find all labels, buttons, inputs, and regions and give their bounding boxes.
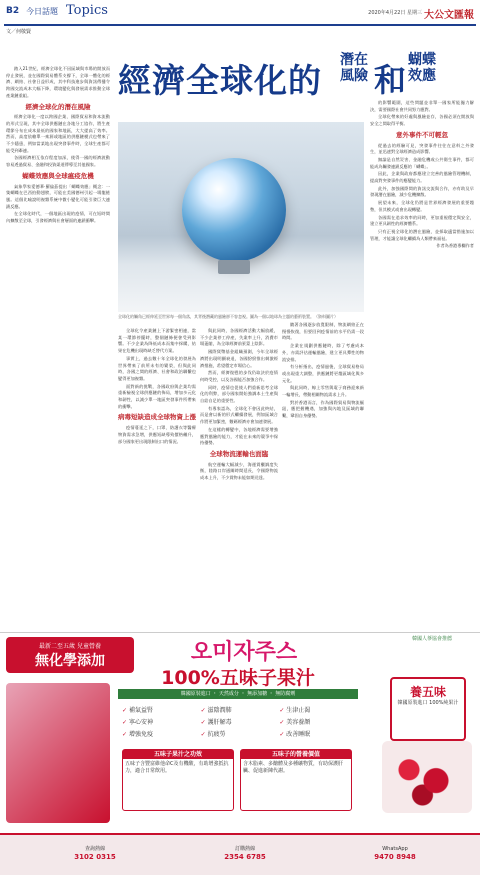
ad-info-box-2 (240, 749, 352, 811)
footer-label: 查詢熱線 (84, 846, 105, 852)
feature-row (122, 729, 352, 738)
feature-item: ✓ 美容養顏 (279, 717, 352, 726)
photo-caption: 全球化的觸角已經伸延至世界每一個角落，其背後潛藏的風險卻不容忽視。圖為一個以地球為主題的藝術裝置。（資料圖片） (118, 314, 338, 319)
paragraph: 面對新的挑戰，各國政府與企業均需重新檢視全球供應鏈的佈局，增加多元化和韌性，以減少單一地區突發事件所帶來的衝擊。 (118, 383, 196, 409)
ad-info-text: 五味子含豐富維他命C及有機酸，有助增強抵抗力，適合日常飲用。 (125, 761, 229, 774)
paragraph: 在這樣的轉變中，各地經濟需要增強應對風險的能力，才能在未來的競爭中保持優勢。 (200, 426, 278, 446)
ad-info-title: 五味子的營養價值 (241, 750, 351, 759)
article-column-4 (282, 122, 364, 628)
berries-image (382, 741, 472, 813)
headline-and: 和 (374, 61, 407, 99)
paragraph: 疫情蔓延之下，口罩、防護衣等醫療物資需求急增，供應短缺導致價格飆升，部分國家更出現限制出口的情況。 (118, 425, 196, 444)
feature-item: ✓ 抗疲勞 (201, 729, 274, 738)
article-column-5 (370, 100, 474, 628)
paragraph: 展望未來，全球化仍將是世界經濟發展的重要趨勢，但其模式或會出現轉變。 (370, 200, 474, 212)
ad-badge (6, 637, 134, 673)
advertisement (0, 632, 480, 874)
article-column-1 (6, 66, 110, 628)
paragraph: 氣象學家愛德華·羅倫茲提出「蝴蝶效應」概念：一隻蝴蝶在巴西拍動翅膀，可能在美國德州引起一場龍捲風。這個比喻說明複雜系統中微小變化可能引發巨大連鎖反應。 (6, 183, 110, 209)
paragraph: 從過去的經驗可見，突發事件往往在意料之外發生，並迅速對全球經濟造成影響。 (370, 142, 474, 155)
feature-row (122, 705, 352, 714)
ad-info-title: 五味子果汁之功效 (123, 750, 233, 759)
ad-tagline-bar: 韓國原裝進口 ・ 天然成分 ・ 無添加糖 ・ 無防腐劑 (118, 689, 358, 699)
ad-info-text: 含木脂素、多醣體及多種礦物質，有助保護肝臟、促進新陳代謝。 (243, 761, 344, 774)
masthead (4, 2, 476, 26)
footer-value: 3102 0315 (74, 853, 116, 861)
article-column-3 (200, 328, 278, 628)
globe-image (182, 158, 286, 262)
feature-item: ✓ 護肝解毒 (201, 717, 274, 726)
paragraph: 只有正視全球化的潛在風險，並採取適當措施加以管理，才能讓全球化繼續為人類帶來福祉。 (370, 228, 474, 241)
footer-label: WhatsApp (382, 846, 408, 852)
ad-brand: 오미자주스 (190, 639, 298, 665)
paragraph: 隨著各國逐步放寬限制，物流網絡正在慢慢恢復，但要回到疫情前的水平仍需一段時間。 (282, 322, 364, 341)
paragraph: 有分析指出，疫情過後，全球貿易格局或出現重大調整，供應鏈將更趨區域化與多元化。 (282, 364, 364, 383)
paragraph: 與此同時，各國經濟活動大幅放緩，不少企業停工停產，失業率上升，消費市場萎縮，為全球經濟前景蒙上陰影。 (200, 328, 278, 347)
section-name: 今日話題 (26, 7, 58, 16)
feature-item: ✓ 滋陰潤肺 (201, 705, 274, 714)
ad-headline: 100%五味子果汁 (161, 667, 315, 689)
subheading: 經濟全球化的潛在風險 (25, 102, 91, 111)
feature-item: ✓ 增強免疫 (122, 729, 195, 738)
paragraph: 踏入21世紀，經濟全球化不因區域與市場的開放而停止發展，並在國際貿易體系支撐下，全球一體化的經濟、網絡、社會日益形成，其中科技進步與資訊傳播令跨國交流成本大幅下降，環境變化與發展需求推動全球產業鏈重組。 (6, 66, 110, 98)
footer-label: 訂購熱線 (234, 846, 255, 852)
paragraph: 對於香港而言，作為國際貿易與物流樞紐，應把握機遇，加強與內地及區域的聯繫，鞏固自身優勢。 (282, 399, 364, 419)
paragraph: 無論是自然災害、金融危機或公共衞生事件，都可能成為觸發連鎖反應的「蝴蝶」。 (370, 156, 474, 169)
paragraph: 事實上，過去數十年全球化的發展為世界帶來了前所未有的繁榮，但與此同時，各國之間的經濟、社會和政治聯繫也變得更加複雜。 (118, 355, 196, 381)
product-bags-image (6, 683, 110, 823)
ad-feature-list (122, 705, 352, 741)
subheading: 意外事件不可輕忽 (396, 130, 448, 139)
paragraph: 此外，加強國際間的資訊交流與合作，亦有助及早發現潛在風險，減少危機擴散。 (370, 185, 474, 198)
pedestal-shape (218, 260, 250, 274)
headline-main: 經濟全球化的 (118, 61, 322, 100)
ad-product-name: 養五味 (409, 685, 446, 699)
headline-butterfly: 蝴蝶效應 (408, 52, 436, 84)
paragraph: 國際貨幣基金組織預測，今年全球經濟將出現明顯衰退，各國紛紛推出刺激經濟措施，希望穩定市場信心。 (200, 349, 278, 368)
feature-item: ✓ 寧心安神 (122, 717, 195, 726)
feature-item: ✓ 補氣益腎 (122, 705, 195, 714)
paragraph: 有專家認為，全球化不會因此終結，而是會以新的形式繼續發展，例如區域合作將更加緊密，數碼經濟亦會加速發展。 (200, 405, 278, 425)
footer-contact-1 (40, 845, 150, 862)
paper-name: 大公文匯報 (424, 10, 474, 21)
issue-date: 2020年4月22日 星期三 (368, 10, 422, 16)
paragraph: 因此，企業與政府都應建立完善的風險管理機制，提高對突發事件的應變能力。 (370, 171, 474, 184)
ad-product-desc: 韓國原裝進口 100%純果汁 (397, 700, 459, 706)
byline: 文／何敬賢 (6, 29, 32, 35)
feature-row (122, 717, 352, 726)
paragraph: 在全球化時代，一個地區出現的疫情，可在短時間內擴散至全球，引發經濟與社會層面的連鎖衝擊。 (6, 211, 110, 224)
page-number: B2 (6, 6, 20, 16)
paragraph: 航空運輸大幅減少，海運貨櫃調度失衡，陸路口岸通關時間延長，令國際物流成本上升，不少貨物未能如期送達。 (200, 461, 278, 481)
footer-contact-3 (340, 845, 450, 862)
footer-value: 2354 6785 (224, 853, 266, 861)
ad-info-box-1 (122, 749, 234, 811)
paragraph: 企業在規劃供應鏈時，除了考慮成本外，亦需評估運輸風險，建立更具彈性的物流安排。 (282, 343, 364, 362)
feature-item: ✓ 改善睡眠 (279, 729, 352, 738)
paragraph: 經濟全球化一度以跨國企業、國際貿易和資本流動的形式呈現，其中全球供應鏈在各地分工協作，將生產環節分布在成本最低的國家和地區，大大提高了效率。然而，高度依賴單一來源或地區的供應鏈模式也帶來了不少隱患，例如當某地出現突發事件時，全球生產都可能受到牽連。 (6, 114, 110, 153)
paragraph: 各國需在追求效率的同時，更加重視穩定與安全，建立更具韌性的經濟體系。 (370, 214, 474, 227)
ad-product-box (390, 677, 466, 741)
subheading: 病毒短缺造成全球物資上漲 (118, 413, 196, 422)
footer-value: 9470 8948 (374, 853, 416, 861)
headline-sub: 潛在風險 (340, 52, 368, 84)
subheading: 全球物流運輸也面臨 (209, 449, 269, 458)
paragraph: 全球化帶來的好處與風險並存，各國必須在開放與安全之間取得平衡。 (370, 114, 474, 127)
paragraph: 各國經濟相互依存程度加深，使得一國的經濟波動容易透過貿易、金融和投資渠道傳導至其他國家。 (6, 155, 110, 168)
article-column-2 (118, 328, 196, 628)
ad-badge-line1: 最新二至五歲 兒童營養 (39, 643, 101, 650)
paragraph: 與此同時，線上零售與電子商務迎來新一輪增長，帶動相關物流需求上升。 (282, 385, 364, 398)
paragraph: 同時，疫情也促使人們重新思考全球化的利弊，部分國家開始強調本土生產與自給自足的重要性。 (200, 384, 278, 404)
author-note: 作者為香港專欄作者 (436, 243, 474, 249)
ad-footer (0, 833, 480, 875)
ad-badge-line2: 無化學添加 (35, 653, 105, 669)
section-topics: Topics (66, 3, 108, 18)
paragraph: 全球化令產業鏈上下游緊密相連，當某一環節停擺時，整個鏈條便會受到影響。不少企業為降低成本而集中採購，結果在危機出現時缺乏替代方案。 (118, 328, 196, 354)
ad-logo: 韓國人蔘協會推薦 (411, 636, 452, 642)
paragraph: 的影響範圍，這些問題並非單一國家所能獨力解決，需要國際社會共同努力應對。 (370, 100, 474, 112)
footer-contact-2 (190, 845, 300, 862)
subheading: 蝴蝶效應與全球瘟疫危機 (22, 171, 94, 180)
feature-item: ✓ 生津止渴 (279, 705, 352, 714)
paragraph: 然而，經濟復甦的步伐仍取決於疫情何時受控，以及各國能否加強合作。 (200, 370, 278, 382)
